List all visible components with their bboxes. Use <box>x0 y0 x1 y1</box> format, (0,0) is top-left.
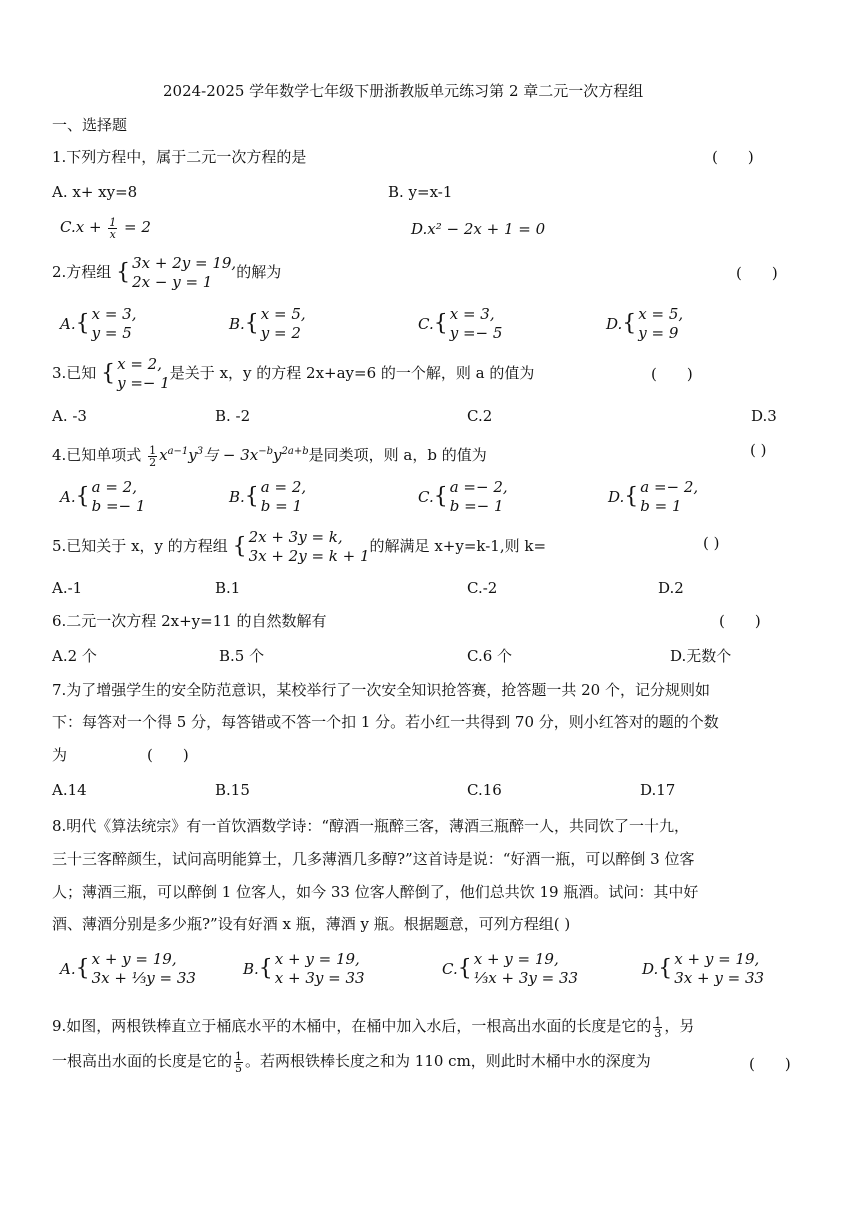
q2-answer-paren: ( ) <box>736 264 778 282</box>
q7-option-b: B.15 <box>215 781 250 799</box>
q5-option-a: A.-1 <box>52 579 83 597</box>
q8-line-3: 人；薄酒三瓶，可以醉倒 1 位客人，如今 33 位客人醉倒了，他们总共饮 19 瓶酒。试问：其中好 <box>52 883 699 901</box>
q7-option-d: D.17 <box>640 781 676 799</box>
q1-answer-paren: ( ) <box>712 148 754 166</box>
q7-answer-paren: ( ) <box>147 746 189 764</box>
q8-line-2: 三十三客醉颜生，试问高明能算士，几多薄酒几多醇?”这首诗是说：“好酒一瓶，可以醉倒 3 位客 <box>52 850 695 868</box>
q2-stem: 2.方程组 { 3x + 2y = 19, 2x − y = 1 的解为 <box>52 254 282 291</box>
q1-option-c: C.x + $\frac{1}{x}$ = 2 <box>60 215 151 241</box>
q1-option-a: A. x+ xy=8 <box>52 183 138 201</box>
q8-option-c: C. { x + y = 19, ⅓x + 3y = 33 <box>442 950 579 987</box>
section-heading: 一、选择题 <box>52 116 128 134</box>
q7-line-1: 7.为了增强学生的安全防范意识，某校举行了一次安全知识抢答赛，抢答题一共 20 个，记分规则如 <box>52 681 710 699</box>
q2-option-a: A. { x = 3, y = 5 <box>60 305 137 342</box>
q7-line-3: 为 <box>52 746 68 764</box>
q6-option-b: B.5 个 <box>219 647 265 665</box>
q8-option-a: A. { x + y = 19, 3x + ⅓y = 33 <box>60 950 196 987</box>
q4-stem: 4.已知单项式 $\frac{1}{2}$ $x^{a-1}y^3$与 − $3x^{-b}y^{2a+b}$是同类项，则 a，b 的值为 <box>52 443 487 469</box>
q4-option-d: D. { a =− 2, b = 1 <box>608 478 699 515</box>
q2-option-d: D. { x = 5, y = 9 <box>606 305 684 342</box>
q5-option-c: C.-2 <box>467 579 498 597</box>
q4-option-b: B. { a = 2, b = 1 <box>229 478 307 515</box>
q8-line-1: 8.明代《算法统宗》有一首饮酒数学诗：“醇酒一瓶醉三客，薄酒三瓶醉一人，共同饮了一十九， <box>52 817 689 835</box>
q2-option-b: B. { x = 5, y = 2 <box>229 305 306 342</box>
q1-stem: 1.下列方程中，属于二元一次方程的是 <box>52 148 307 166</box>
q3-option-a: A. -3 <box>52 407 87 425</box>
q8-line-4: 酒、薄酒分别是多少瓶?”设有好酒 x 瓶，薄酒 y 瓶。根据题意，可列方程组( ) <box>52 915 571 933</box>
q6-answer-paren: ( ) <box>719 612 761 630</box>
q5-option-d: D.2 <box>658 579 684 597</box>
q8-option-b: B. { x + y = 19, x + 3y = 33 <box>243 950 365 987</box>
q5-stem: 5.已知关于 x，y 的方程组 { 2x + 3y = k, 3x + 2y = k + 1 的解满足 x+y=k-1,则 k= <box>52 528 547 565</box>
q4-option-a: A. { a = 2, b =− 1 <box>60 478 146 515</box>
q1-option-d: D.x² − 2x + 1 = 0 <box>411 220 546 238</box>
q1-option-b: B. y=x-1 <box>388 183 453 201</box>
q6-option-c: C.6 个 <box>467 647 513 665</box>
q3-option-d: D.3 <box>751 407 777 425</box>
q6-option-d: D.无数个 <box>670 647 732 665</box>
q7-line-2: 下：每答对一个得 5 分，每答错或不答一个扣 1 分。若小红一共得到 70 分，则小红答对的题的个数 <box>52 713 719 731</box>
q4-option-c: C. { a =− 2, b =− 1 <box>418 478 508 515</box>
q6-stem: 6.二元一次方程 2x+y=11 的自然数解有 <box>52 612 327 630</box>
page-title: 2024-2025 学年数学七年级下册浙教版单元练习第 2 章二元一次方程组 <box>163 82 644 100</box>
q9-line-1: 9.如图，两根铁棒直立于桶底水平的木桶中，在桶中加入水后，一根高出水面的长度是它的 $\frac{1}{3}$ ，另 <box>52 1014 695 1040</box>
q5-option-b: B.1 <box>215 579 241 597</box>
q8-option-d: D. { x + y = 19, 3x + y = 33 <box>642 950 765 987</box>
q3-answer-paren: ( ) <box>651 365 693 383</box>
q3-option-b: B. -2 <box>215 407 251 425</box>
q7-option-c: C.16 <box>467 781 502 799</box>
q9-line-2: 一根高出水面的长度是它的 $\frac{1}{5}$ 。若两根铁棒长度之和为 110 cm，则此时木桶中水的深度为 <box>52 1049 651 1075</box>
q7-option-a: A.14 <box>52 781 87 799</box>
q5-answer-paren: ( ) <box>703 534 720 552</box>
q9-answer-paren: ( ) <box>749 1055 791 1073</box>
q6-option-a: A.2 个 <box>52 647 97 665</box>
q3-option-c: C.2 <box>467 407 493 425</box>
q2-option-c: C. { x = 3, y =− 5 <box>418 305 503 342</box>
q4-answer-paren: ( ) <box>750 441 767 459</box>
q3-stem: 3.已知 { x = 2, y =− 1 是关于 x，y 的方程 2x+ay=6 的一个解，则 a 的值为 <box>52 355 535 392</box>
